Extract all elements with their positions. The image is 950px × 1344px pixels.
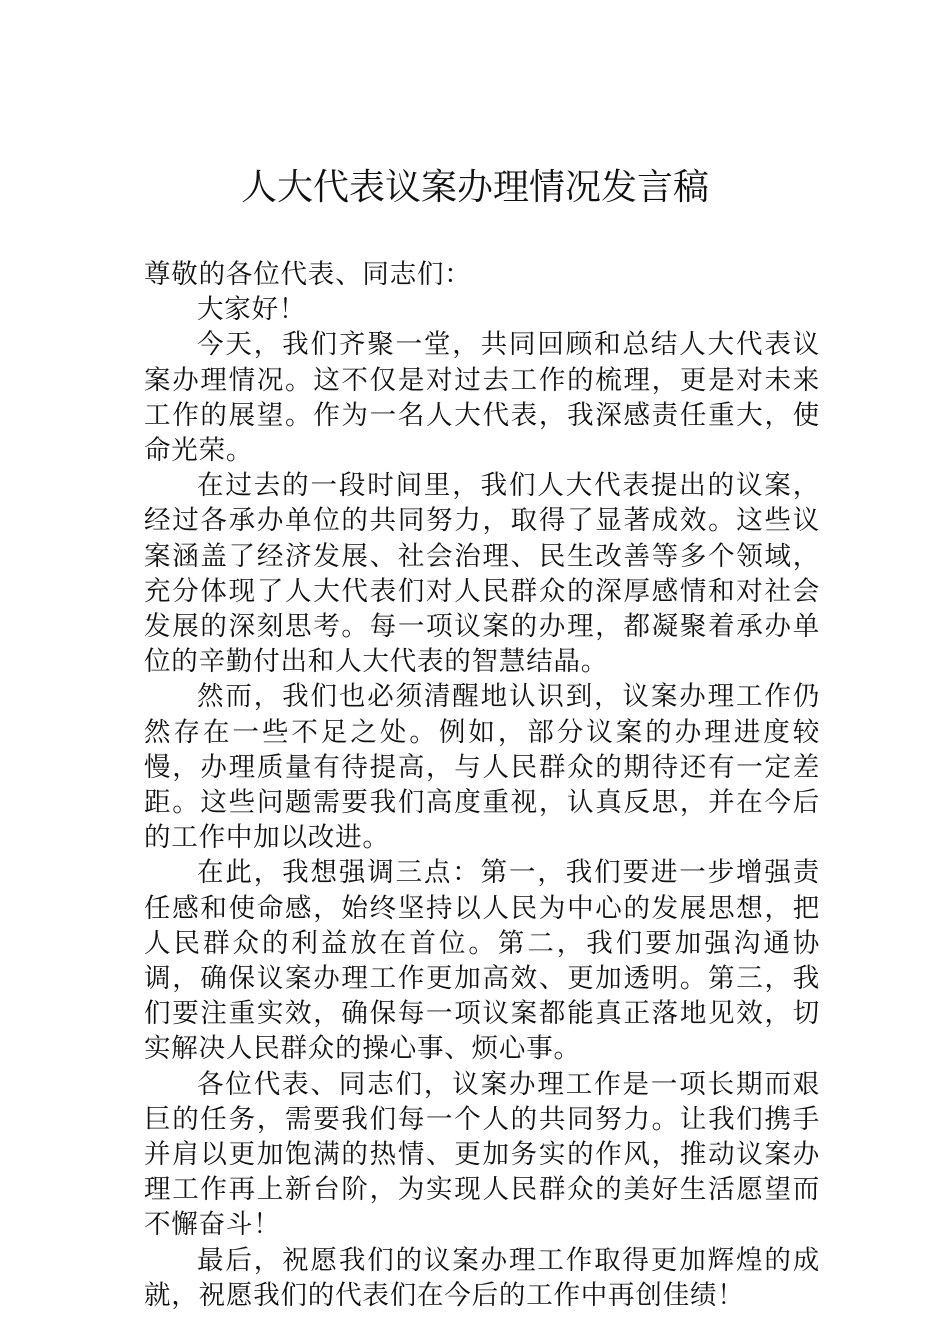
salutation: 尊敬的各位代表、同志们： [144,259,472,290]
paragraph-shortcomings: 然而，我们也必须清醒地认识到，议案办理工作仍然存在一些不足之处。例如，部分议案的办理进度较慢，办理质量有待提高，与人民群众的期待还有一定差距。这些问题需要我们高度重视，认真反思，并在今后的工作中加以改进。 [144,681,820,854]
paragraph-closing: 最后，祝愿我们的议案办理工作取得更加辉煌的成就，祝愿我们的代表们在今后的工作中再创佳绩！ [144,1244,820,1311]
paragraph-greeting: 大家好！ [197,294,307,326]
paragraph-call-to-action: 各位代表、同志们，议案办理工作是一项长期而艰巨的任务，需要我们每一个人的共同努力。让我们携手并肩以更加饱满的热情、更加务实的作风，推动议案办理工作再上新台阶，为实现人民群众的美好生活愿望而不懈奋斗！ [144,1068,820,1241]
document-title: 人大代表议案办理情况发言稿 [240,167,709,208]
document-body [144,257,820,1313]
paragraph-three-points: 在此，我想强调三点：第一，我们要进一步增强责任感和使命感，始终坚持以人民为中心的发展思想，把人民群众的利益放在首位。第二，我们要加强沟通协调，确保议案办理工作更加高效、更加透明。第三，我们要注重实效，确保每一项议案都能真正落地见效，切实解决人民群众的操心事、烦心事。 [144,857,820,1065]
paragraph-achievements: 在过去的一段时间里，我们人大代表提出的议案，经过各承办单位的共同努力，取得了显著成效。这些议案涵盖了经济发展、社会治理、民生改善等多个领域，充分体现了人大代表们对人民群众的深厚感情和对社会发展的深刻思考。每一项议案的办理，都凝聚着承办单位的辛勤付出和人大代表的智慧结晶。 [144,470,820,678]
paragraph-intro: 今天，我们齐聚一堂，共同回顾和总结人大代表议案办理情况。这不仅是对过去工作的梳理，更是对未来工作的展望。作为一名人大代表，我深感责任重大，使命光荣。 [144,329,820,467]
